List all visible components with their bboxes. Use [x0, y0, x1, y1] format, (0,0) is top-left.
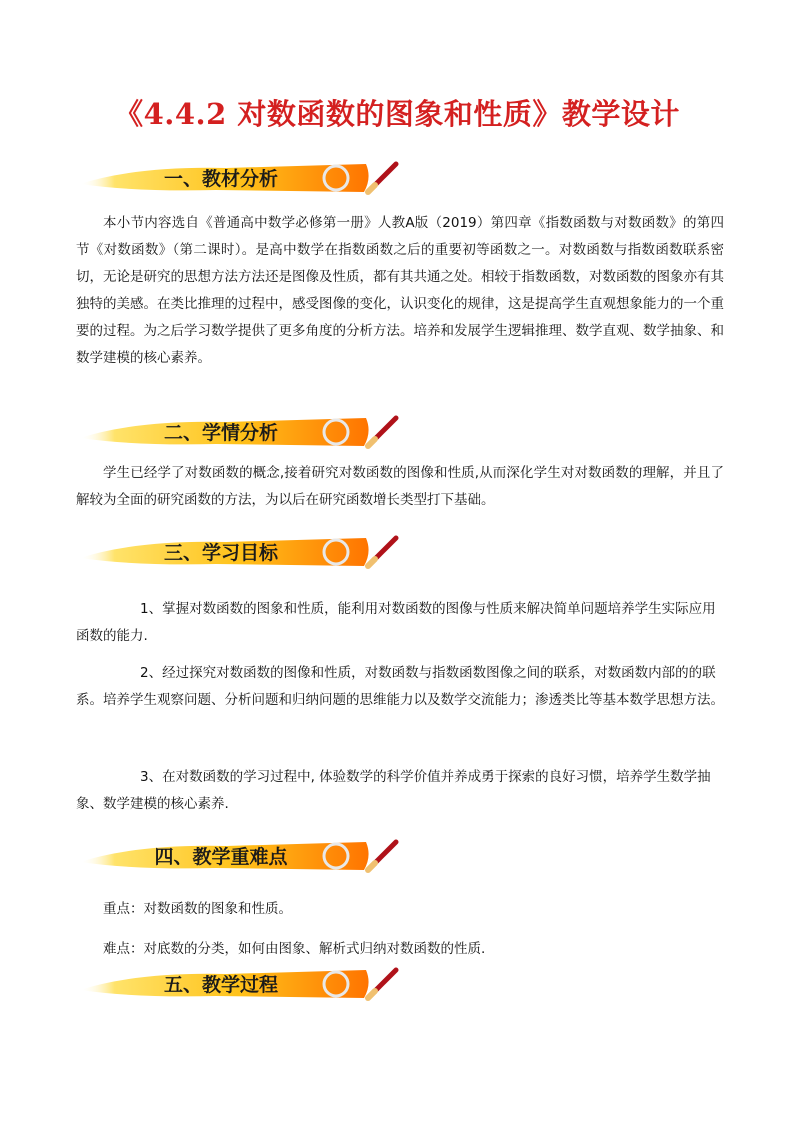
section-header-textbook-analysis — [76, 158, 406, 198]
objective-item: 2、经过探究对数函数的图像和性质，对数函数与指数函数图像之间的联系，对数函数内部的的联系。培养学生观察问题、分析问题和归纳问题的思维能力以及数学交流能力；渗透类比等基本数学思想方法。 — [76, 665, 724, 708]
section-header-key-points — [76, 836, 406, 876]
objective-item: 1、掌握对数函数的图象和性质，能利用对数函数的图像与性质来解决简单问题培养学生实际应用函数的能力. — [76, 601, 716, 644]
section-header-teaching-process — [76, 964, 406, 1004]
section-title: 五、教学过程 — [163, 974, 278, 996]
key-point-difficulty: 难点：对底数的分类，如何由图象、解析式归纳对数函数的性质. — [103, 941, 486, 957]
textbook-analysis-paragraph: 本小节内容选自《普通高中数学必修第一册》人教A版（2019）第四章《指数函数与对数函数》的第四节《对数函数》（第二课时）。是高中数学在指数函数之后的重要初等函数之一。对数函数与指数函数联系密切，无论是研究的思想方法方法还是图像及性质，都有其共通之处。相较于指数函数，对数函数的图象亦有其独特的美感。在类比推理的过程中，感受图像的变化，认识变化的规律，这是提高学生直观想象能力的一个重要的过程。为之后学习数学提供了更多角度的分析方法。培养和发展学生逻辑推理、数学直观、数学抽象、和数学建模的核心素养。 — [76, 215, 724, 366]
brush-icon — [362, 838, 402, 874]
section-title: 一、教材分析 — [163, 168, 278, 190]
document-title: 《4.4.2 对数函数的图象和性质》教学设计 — [114, 97, 680, 131]
section-title: 二、学情分析 — [163, 422, 278, 444]
key-point-focus: 重点：对数函数的图象和性质。 — [103, 901, 292, 917]
brush-icon — [362, 966, 402, 1002]
student-analysis-paragraph: 学生已经学了对数函数的概念,接着研究对数函数的图像和性质,从而深化学生对对数函数的理解，并且了解较为全面的研究函数的方法，为以后在研究函数增长类型打下基础。 — [76, 465, 724, 508]
brush-icon — [362, 160, 402, 196]
section-title: 四、教学重难点 — [154, 846, 288, 868]
section-header-student-analysis — [76, 412, 406, 452]
objective-item: 3、在对数函数的学习过程中, 体验数学的科学价值并养成勇于探索的良好习惯，培养学生数学抽象、数学建模的核心素养. — [76, 769, 711, 812]
section-title: 三、学习目标 — [163, 542, 278, 564]
section-header-objectives — [76, 532, 406, 572]
brush-icon — [362, 534, 402, 570]
brush-icon — [362, 414, 402, 450]
